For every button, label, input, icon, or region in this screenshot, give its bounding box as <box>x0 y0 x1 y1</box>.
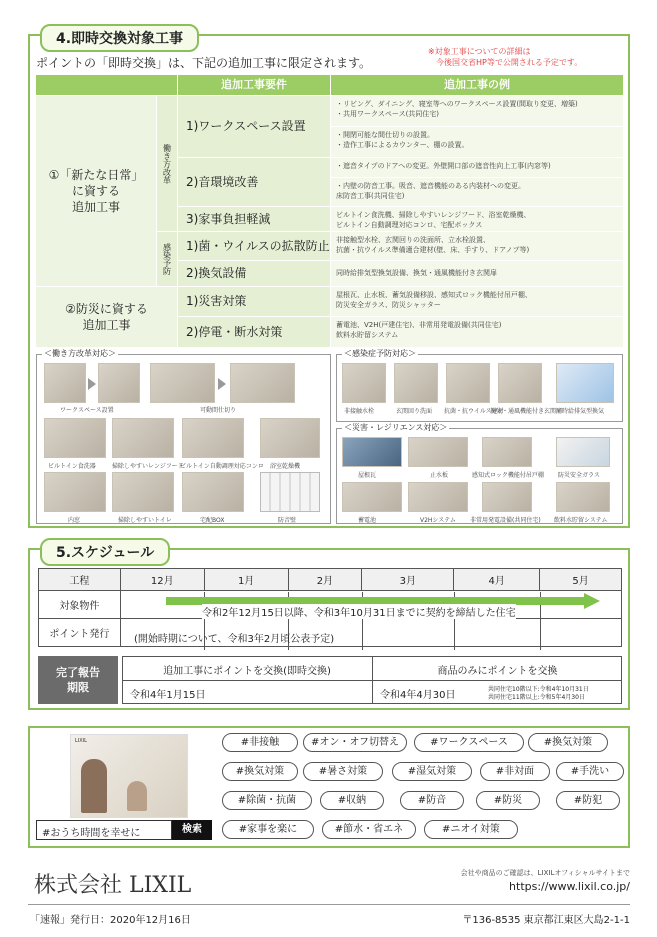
schedule-col-process: 工程 <box>39 569 121 591</box>
schedule-issue-text: (開始時期について、令和3年2月頃公表予定) <box>134 634 335 645</box>
sub-work-label: 働き方改革 <box>162 143 172 184</box>
tag[interactable]: #節水・省エネ <box>322 820 416 839</box>
deadline-right-note2: 共同住宅11階以上:令和5年4月30日 <box>488 694 585 701</box>
tag[interactable]: #非接触 <box>222 733 298 752</box>
caption: 止水板 <box>430 472 449 479</box>
soundproof-diagram <box>260 472 320 512</box>
section4-title: 4.即時交換対象工事 <box>40 24 199 52</box>
schedule-month: 2月 <box>288 569 362 591</box>
photo-battery <box>342 482 402 512</box>
tag[interactable]: #家事を楽に <box>222 820 314 839</box>
tag[interactable]: #ニオイ対策 <box>424 820 518 839</box>
row-ventilation-ex: 同時給排気型換気設備、換気・通風機能付き玄関扉 <box>331 261 623 286</box>
table-header-examples: 追加工事の例 <box>331 75 623 95</box>
row-ventilation: 2)換気設備 <box>178 261 330 286</box>
caption: 掃除しやすいトイレ <box>118 517 172 524</box>
footer-divider <box>28 904 630 905</box>
photo-rangehood <box>112 418 174 458</box>
photo-workspace-before <box>44 363 86 403</box>
photo-v2h <box>408 482 468 512</box>
photo-stove <box>182 418 244 458</box>
photo-partition-before <box>150 363 215 403</box>
section4-note-2: 今後国交省HP等で公開される予定です。 <box>436 58 583 67</box>
schedule-target-text: 令和2年12月15日以降、令和3年10月31日までに契約を締結した住宅 <box>202 604 516 619</box>
caption: 感知式ロック機能付吊戸棚 <box>472 472 544 479</box>
deadline-label-text: 完了報告 期限 <box>56 666 100 694</box>
arrow-icon <box>218 378 226 390</box>
footer-company: 株式会社 LIXIL <box>34 873 192 898</box>
photo-safety-glass <box>556 437 610 467</box>
group2-label: ②防災に資する 追加工事 <box>65 302 148 332</box>
section5-title: 5.スケジュール <box>40 538 170 566</box>
group1-label: ①「新たな日常」 に資する 追加工事 <box>48 168 144 214</box>
photo-toilet <box>112 472 174 512</box>
caption: ビルトイン自動調理対応コンロ <box>180 463 264 470</box>
caption: 抗菌・抗ウイルス建材 <box>444 408 504 415</box>
caption: 内窓 <box>68 517 81 524</box>
row-virus: 1)菌・ウイルスの拡散防止 <box>178 232 330 260</box>
tag[interactable]: #手洗い <box>556 762 624 781</box>
tag[interactable]: #防音 <box>400 791 464 810</box>
caption: 換気・通風機能付き玄関扉 <box>490 408 563 415</box>
row-outage: 2)停電・断水対策 <box>178 317 330 347</box>
tag[interactable]: #非対面 <box>480 762 550 781</box>
sub-infection-label: 感染予防 <box>162 243 172 275</box>
caption: 飲料水貯留システム <box>554 517 608 524</box>
footer-url[interactable]: https://www.lixil.co.jp/ <box>509 880 630 893</box>
photo-lock-cabinet <box>482 437 532 467</box>
person-illustration <box>81 759 107 813</box>
sub-work-cell <box>157 96 177 231</box>
caption: 同時給排気型換気 <box>556 408 605 415</box>
row-workspace: 1)ワークスペース設置 <box>178 96 330 157</box>
footer-issue: 「速報」発行日：2020年12月16日 <box>30 915 191 926</box>
tag[interactable]: #除菌・抗菌 <box>222 791 312 810</box>
schedule-month: 4月 <box>454 569 540 591</box>
photo-generator <box>482 482 532 512</box>
photo-delivery-box <box>182 472 244 512</box>
row-workspace-ex2: ・開閉可能な間仕切りの設置。 ・造作工事によるカウンター、棚の設置。 <box>331 127 623 157</box>
panel-work-title: ＜働き方改革対応＞ <box>44 349 116 358</box>
schedule-month: 5月 <box>540 569 622 591</box>
caption: 非接触水栓 <box>344 408 375 415</box>
row-housework-ex: ビルトイン食洗機、掃除しやすいレンジフード、浴室乾燥機、 ビルトイン自動調理対応コンロ、宅配ボックス <box>331 207 623 231</box>
section4-note-1: ※対象工事についての詳細は <box>428 47 531 56</box>
row-disaster: 1)災害対策 <box>178 287 330 316</box>
schedule-month: 1月 <box>204 569 288 591</box>
deadline-right-head: 商品のみにポイントを交換 <box>437 666 558 677</box>
caption: 防音壁 <box>278 517 297 524</box>
photo-entrance-basin <box>394 363 438 403</box>
row-sound: 2)音環境改善 <box>178 158 330 206</box>
photo-ventilation <box>556 363 614 403</box>
caption: 掃除しやすいレンジフード <box>112 463 184 470</box>
row-sound-ex1: ・遮音タイプのドアへの変更。外壁開口部の遮音性向上工事(内窓等) <box>331 158 623 177</box>
tag[interactable]: #暑さ対策 <box>303 762 383 781</box>
caption: 非常用発電設備(共同住宅) <box>470 517 541 524</box>
tag[interactable]: #換気対策 <box>528 733 608 752</box>
search-button[interactable]: 検索 <box>172 820 212 840</box>
photo-inner-window <box>44 472 106 512</box>
photo-roof-tile <box>342 437 402 467</box>
tag[interactable]: #防災 <box>476 791 540 810</box>
photo-dishwasher <box>44 418 106 458</box>
group1-label-cell <box>36 96 156 286</box>
tag[interactable]: #ワークスペース <box>414 733 524 752</box>
panel-disaster-title: ＜災害・レジリエンス対応＞ <box>344 423 448 432</box>
search-box[interactable] <box>36 820 172 840</box>
child-illustration <box>127 781 147 811</box>
photo-touchless-faucet <box>342 363 386 403</box>
caption: ビルトイン食洗器 <box>48 463 96 470</box>
photo-water-tank <box>556 482 610 512</box>
schedule-row-target: 対象物件 <box>39 591 121 619</box>
row-workspace-ex1: ・リビング、ダイニング、寝室等へのワークスペース設置(間取り変更、増築) ・共用ワークスペース(共同住宅) <box>331 96 623 126</box>
caption: 屋根瓦 <box>358 472 377 479</box>
row-housework: 3)家事負担軽減 <box>178 207 330 231</box>
footer-address: 〒136-8535 東京都江東区大島2-1-1 <box>462 915 630 926</box>
group2-label-cell <box>36 287 177 347</box>
table-header-requirement: 追加工事要件 <box>178 75 330 95</box>
tag[interactable]: #湿気対策 <box>392 762 472 781</box>
table-header-blank <box>36 75 177 95</box>
caption: ワークスペース設置 <box>60 407 114 414</box>
deadline-right-note1: 共同住宅10階以下:令和4年10月31日 <box>488 686 589 693</box>
promo-brand: LIXIL <box>75 738 87 744</box>
panel-infect-title: ＜感染症予防対応＞ <box>344 349 416 358</box>
promo-photo <box>70 734 188 818</box>
deadline-left-head: 追加工事にポイントを交換(即時交換) <box>163 666 331 677</box>
caption: V2Hシステム <box>420 517 456 524</box>
schedule-arrowhead <box>584 593 600 609</box>
caption: 可動間仕切り <box>200 407 237 414</box>
photo-vent-door <box>498 363 542 403</box>
row-virus-ex: 非接触型水栓、玄関回りの洗面所、立水栓設置、 抗菌・抗ウイルス準備適合建材(壁、床、手すり、ドアノブ等) <box>331 232 623 260</box>
photo-flood-barrier <box>408 437 468 467</box>
deadline-right-date: 令和4年4月30日 <box>380 690 456 701</box>
schedule-row-issue: ポイント発行 <box>39 619 121 647</box>
caption: 宅配BOX <box>200 517 225 524</box>
tag[interactable]: #オン・オフ切替え <box>303 733 407 752</box>
caption: 蓄電池 <box>358 517 377 524</box>
caption: 玄関回り洗面 <box>396 408 433 415</box>
photo-partition-after <box>230 363 295 403</box>
deadline-label <box>38 656 118 704</box>
caption: 浴室乾燥機 <box>270 463 301 470</box>
section4-intro: ポイントの「即時交換」は、下記の追加工事に限定されます。 <box>36 56 372 70</box>
tag[interactable]: #収納 <box>320 791 384 810</box>
photo-dryer <box>260 418 320 458</box>
schedule-month: 3月 <box>362 569 454 591</box>
footer-contact-note: 会社や商品のご確認は、LIXILオフィシャルサイトまで <box>460 869 630 877</box>
tag[interactable]: #防犯 <box>556 791 620 810</box>
tag[interactable]: #換気対策 <box>222 762 298 781</box>
photo-workspace-after <box>98 363 140 403</box>
schedule-month: 12月 <box>120 569 204 591</box>
row-disaster-ex: 屋根瓦、止水板、蓄気設備移設、感知式ロック機能付吊戸棚、 防災安全ガラス、防災シャッター <box>331 287 623 316</box>
row-sound-ex2: ・内壁の防音工事。吸音、遮音機能のある内装材への変更。 床防音工事(共同住宅) <box>331 178 623 206</box>
sub-infection-cell <box>157 232 177 286</box>
caption: 防災安全ガラス <box>558 472 600 479</box>
search-text: #おうち時間を幸せに <box>42 828 141 839</box>
arrow-icon <box>88 378 96 390</box>
photo-antiviral-material <box>446 363 490 403</box>
row-outage-ex: 蓄電池、V2H(戸建住宅)、非常用発電設備(共同住宅) 飲料水貯留システム <box>331 317 623 347</box>
deadline-left-date: 令和4年1月15日 <box>130 690 206 701</box>
